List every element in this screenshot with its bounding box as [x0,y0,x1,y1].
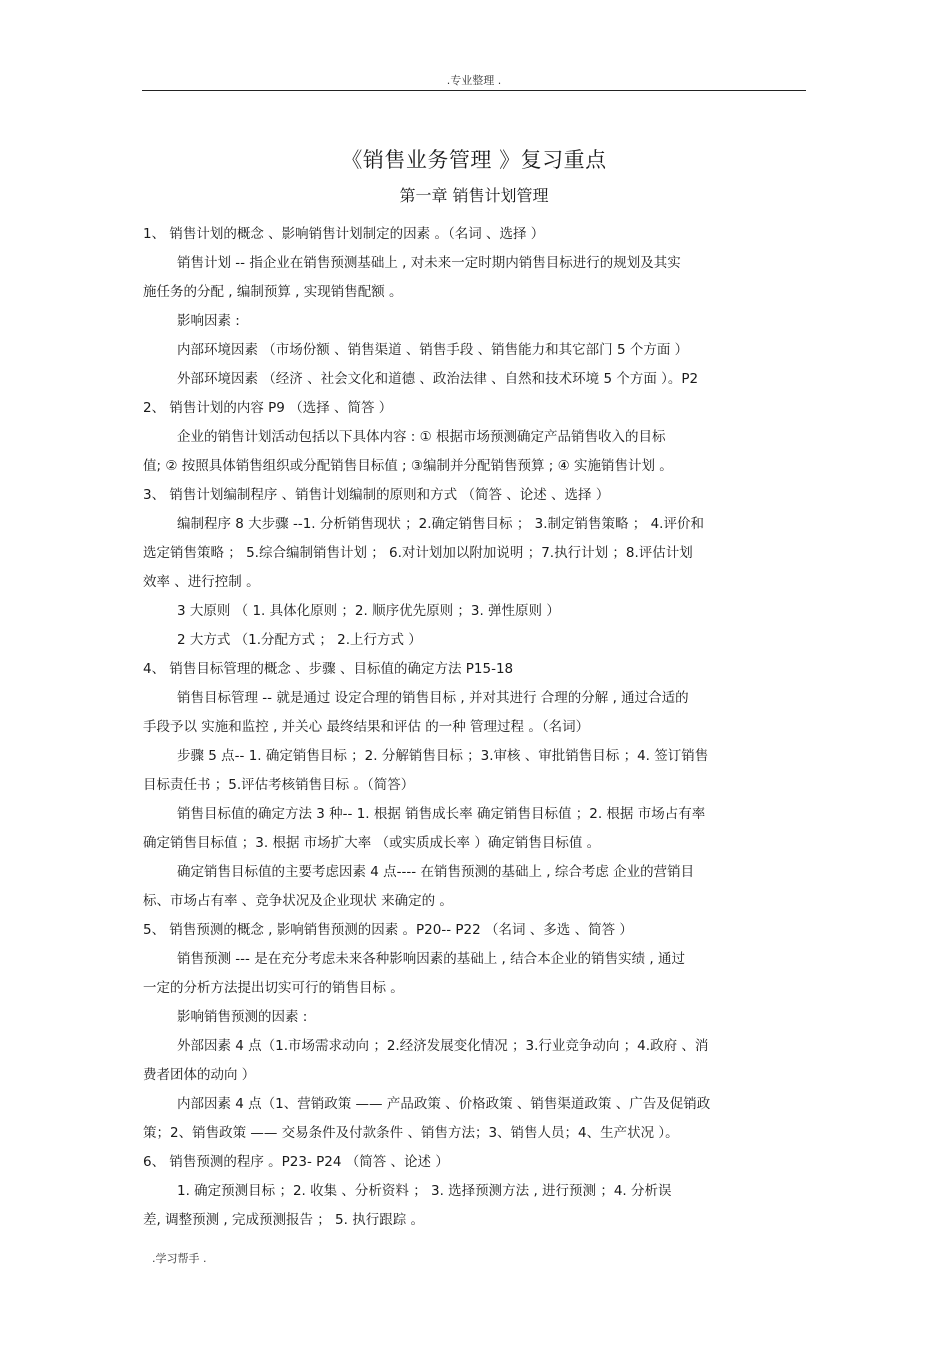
body-paragraph: 选定销售策略 ； 5.综合编制销售计划 ； 6.对计划加以附加说明 ；7.执行计划 ；8.评估计划 [143,545,693,561]
body-paragraph: 销售目标值的确定方法 3 种-- 1. 根据 销售成长率 确定销售目标值 ；2. 根据 市场占有率 [177,806,706,822]
document-body [143,220,807,1235]
body-paragraph: 2 大方式 （1.分配方式 ； 2.上行方式 ） [177,632,422,648]
body-paragraph: 确定销售目标值 ；3. 根据 市场扩大率 （或实质成长率 ）确定销售目标值 。 [143,835,601,851]
body-paragraph: 1. 确定预测目标 ；2. 收集 、分析资料 ； 3. 选择预测方法 , 进行预测 ；4. 分析误 [177,1183,672,1199]
body-paragraph: 手段予以 实施和监控 , 并关心 最终结果和评估 的一种 管理过程 。（名词） [143,719,590,735]
body-paragraph: 5、 销售预测的概念 , 影响销售预测的因素 。P20-- P22 （名词 、多选 、简答 ） [143,922,633,938]
body-paragraph: 步骤 5 点-- 1. 确定销售目标 ；2. 分解销售目标 ；3.审核 、审批销售目标 ；4. 签订销售 [177,748,709,764]
header-divider [142,90,806,91]
chapter-heading: 第一章 销售计划管理 [399,186,549,205]
body-paragraph: 施任务的分配 , 编制预算 , 实现销售配额 。 [143,284,403,300]
body-paragraph: 3、 销售计划编制程序 、销售计划编制的原则和方式 （简答 、论述 、选择 ） [143,487,610,503]
body-paragraph: 4、 销售目标管理的概念 、步骤 、目标值的确定方法 P15-18 [143,661,514,677]
body-paragraph: 内部因素 4 点（1、营销政策 —— 产品政策 、价格政策 、销售渠道政策 、广告及促销政 [177,1096,711,1112]
body-paragraph: 一定的分析方法提出切实可行的销售目标 。 [143,980,404,996]
body-paragraph: 销售目标管理 -- 就是通过 设定合理的销售目标 , 并对其进行 合理的分解 , 通过合适的 [177,690,689,706]
body-paragraph: 影响因素 : [177,313,240,329]
body-paragraph: 费者团体的动向 ） [143,1067,256,1083]
body-paragraph: 值; ② 按照具体销售组织或分配销售目标值 ; ③编制并分配销售预算 ; ④ 实施销售计划 。 [143,458,673,474]
body-paragraph: 外部环境因素 （经济 、社会文化和道德 、政治法律 、自然和技术环境 5 个方面 ）。P2 [177,371,699,387]
body-paragraph: 策；2、销售政策 —— 交易条件及付款条件 、销售方法；3、销售人员；4、生产状况 ）。 [143,1125,679,1141]
body-paragraph: 差, 调整预测 , 完成预测报告 ； 5. 执行跟踪 。 [143,1212,425,1228]
body-paragraph: 企业的销售计划活动包括以下具体内容 : ① 根据市场预测确定产品销售收入的目标 [177,429,666,445]
body-paragraph: 内部环境因素 （市场份额 、销售渠道 、销售手段 、销售能力和其它部门 5 个方面 ） [177,342,689,358]
body-paragraph: 效率 、进行控制 。 [143,574,260,590]
body-paragraph: 销售计划 -- 指企业在销售预测基础上 , 对未来一定时期内销售目标进行的规划及其实 [177,255,681,271]
body-paragraph: 编制程序 8 大步骤 --1. 分析销售现状 ；2.确定销售目标 ； 3.制定销售策略 ； 4.评价和 [177,516,704,532]
document-title: 《销售业务管理 》复习重点 [341,148,607,173]
body-paragraph: 确定销售目标值的主要考虑因素 4 点---- 在销售预测的基础上 , 综合考虑 企业的营销目 [177,864,695,880]
page-header: .专业整理 . [446,74,502,87]
body-paragraph: 销售预测 --- 是在充分考虑未来各种影响因素的基础上 , 结合本企业的销售实绩 , 通过 [177,951,685,967]
body-paragraph: 外部因素 4 点（1.市场需求动向 ；2.经济发展变化情况 ；3.行业竞争动向 ；4.政府 、消 [177,1038,709,1054]
body-paragraph: 1、 销售计划的概念 、影响销售计划制定的因素 。（名词 、选择 ） [143,226,545,242]
body-paragraph: 6、 销售预测的程序 。P23- P24 （简答 、论述 ） [143,1154,449,1170]
body-paragraph: 目标责任书 ；5.评估考核销售目标 。（简答） [143,777,415,793]
page-footer: .学习帮手 . [152,1252,207,1265]
body-paragraph: 2、 销售计划的内容 P9 （选择 、简答 ） [143,400,393,416]
body-paragraph: 3 大原则 （ 1. 具体化原则 ；2. 顺序优先原则 ；3. 弹性原则 ） [177,603,560,619]
body-paragraph: 标、市场占有率 、竞争状况及企业现状 来确定的 。 [143,893,453,909]
body-paragraph: 影响销售预测的因素 : [177,1009,308,1025]
